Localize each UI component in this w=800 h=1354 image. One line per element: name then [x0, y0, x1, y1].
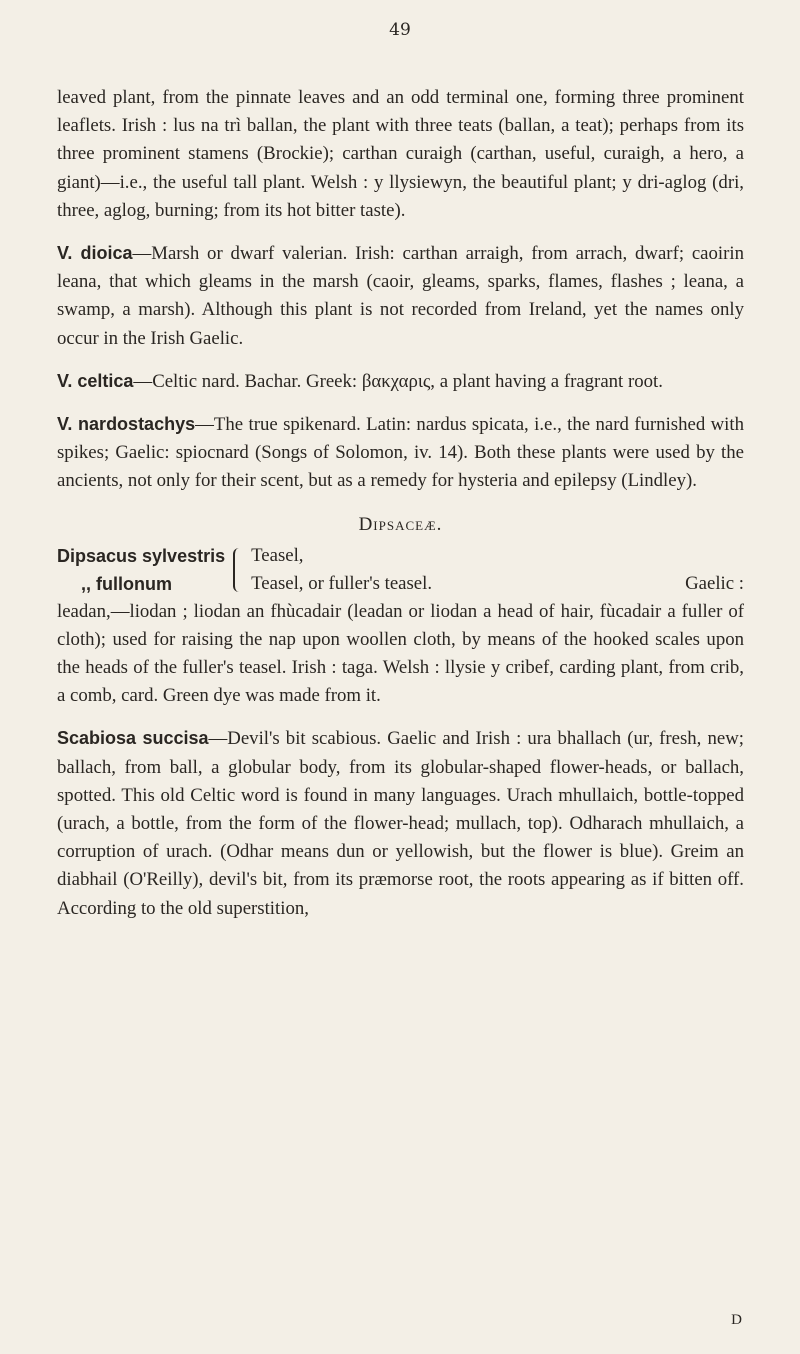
- synonym-common-names: [251, 542, 744, 598]
- language-label: Gaelic :: [685, 572, 744, 594]
- paragraph-valeriana-dioica: [57, 239, 744, 353]
- common-name-line: [251, 570, 744, 598]
- paragraph-text: —Devil's bit scabious. Gaelic and Irish : ura bhallach (ur, fresh, new; ballach, from ball, a globular body, from its globular-shaped flower-heads, or ballach, spotted. This old Celtic word is found in many languages. Urach mhullaich, bottle-topped (urach, a bottle, from the form of the flower-head; mullach, top). Odharach mhullaich, a corruption of urach. (Odhar means dun or yellowish, but the flower is blue). Greim an diabhail (O'Reilly), devil's bit, from its præmorse root, the roots appearing as if bitten off. According to the old superstition,: [57, 728, 744, 919]
- species-term: V. nardostachys: [57, 414, 196, 435]
- page-number: 49: [389, 20, 411, 40]
- species-name: Dipsacus sylvestris: [57, 545, 226, 566]
- paragraph-scabiosa: [57, 724, 744, 922]
- brace-icon: [233, 548, 243, 592]
- common-name: Teasel,: [251, 544, 304, 566]
- species-name: ,, fullonum: [81, 573, 172, 594]
- paragraph-dipsacus: leadan,—liodan ; liodan an fhùcadair (leadan or liodan a head of hair, fùcadair a fuller of cloth); used for raising the nap upon woollen cloth, by means of the hooked scales upon the heads of the fuller's teasel. Irish : taga. Welsh : llysie y cribef, carding plant, from crib, a comb, card. Green dye was made from it.: [57, 600, 744, 707]
- signature-mark: D: [731, 1312, 742, 1328]
- synonym-block: [57, 542, 744, 598]
- body-text: [57, 84, 744, 937]
- common-name: Teasel, or fuller's teasel.: [251, 572, 433, 594]
- species-term: V. dioica: [57, 243, 133, 264]
- paragraph-text: —The true spikenard. Latin: nardus spicata, i.e., the nard furnished with spikes; Gaelic: spiocnard (Songs of Solomon, iv. 14). Both these plants were used by the ancients, not only for their scent, but as a remedy for hysteria and epilepsy (Lindley).: [57, 414, 744, 492]
- species-term: Scabiosa succisa: [57, 728, 209, 749]
- paragraph-text: —Celtic nard. Bachar. Greek: βακχαρις, a plant having a fragrant root.: [133, 370, 663, 392]
- paragraph-valeriana-celtica: [57, 367, 744, 396]
- section-heading: Dipsaceæ.: [358, 513, 443, 535]
- paragraph-text: —Marsh or dwarf valerian. Irish: carthan arraigh, from arrach, dwarf; caoirin leana, that which gleams in the marsh (caoir, gleams, sparks, flames, flashes ; leana, a swamp, a marsh). Although this plant is not recorded from Ireland, yet the names only occur in the Irish Gaelic.: [57, 243, 744, 349]
- paragraph-valeriana-nardostachys: [57, 410, 744, 496]
- paragraph-continuation: leaved plant, from the pinnate leaves and an odd terminal one, forming three prominent leaflets. Irish : lus na trì ballan, the plant with three teats (ballan, a teat); perhaps from its three prominent stamens (Brockie); carthan curaigh (carthan, useful, curaigh, a hero, a giant)—i.e., the useful tall plant. Welsh : y llysiewyn, the beautiful plant; y dri-aglog (dri, three, aglog, burning; from its hot bitter taste).: [57, 87, 744, 221]
- species-term: V. celtica: [57, 370, 134, 391]
- synonym-names: [57, 542, 225, 598]
